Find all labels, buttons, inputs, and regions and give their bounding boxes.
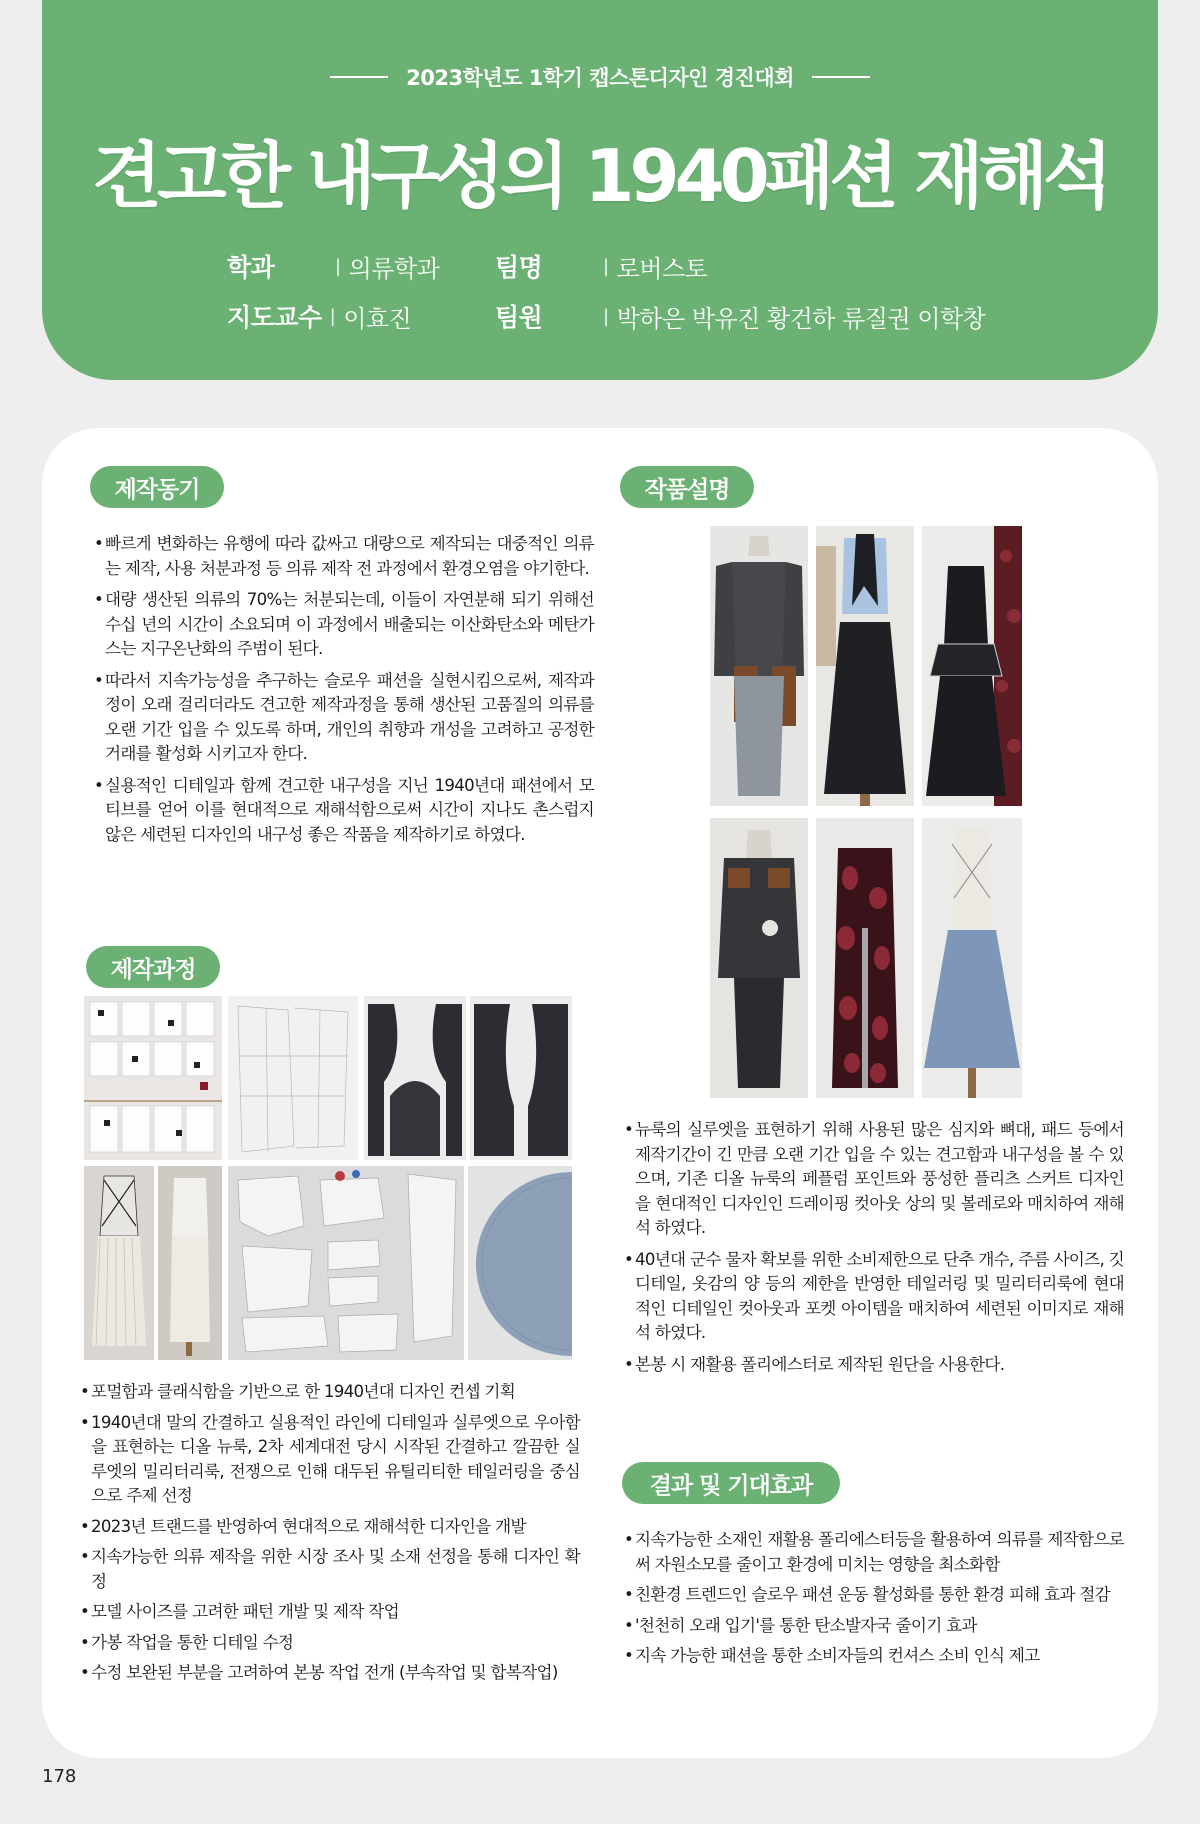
list-item: • 본봉 시 재활용 폴리에스터로 제작된 원단을 사용한다. <box>624 1353 1124 1378</box>
muslin-fitting-photo <box>84 1166 154 1360</box>
subtitle-rule-right <box>812 76 870 78</box>
list-item: • 지속가능한 의류 제작을 위한 시장 조사 및 소재 선정을 통해 디자인 확정 <box>80 1545 580 1594</box>
dept-label: 학과 <box>227 253 275 282</box>
prof-label: 지도교수 <box>227 303 322 332</box>
team-label: 팀명 <box>495 253 543 282</box>
subtitle-row <box>42 62 1158 92</box>
design-sketches-photo <box>84 996 222 1160</box>
section-title-motivation: 제작동기 <box>90 466 224 508</box>
list-item: • 친환경 트렌드인 슬로우 패션 운동 활성화를 통한 환경 피해 효과 절감 <box>624 1583 1124 1608</box>
content-card <box>42 428 1158 1758</box>
list-item: • 1940년대 말의 간결하고 실용적인 라인에 디테일과 실루엣으로 우아함을 표현하는 디올 뉴룩, 2차 세계대전 당시 시작된 간결하고 깔끔한 실루엣의 밀리터리룩, 전쟁으로 인해 대두된 유틸리티한 테일러링을 중심으로 주제 선정 <box>80 1411 580 1509</box>
members-value: 박하은 박유진 황건하 류질권 이학창 <box>616 304 986 333</box>
event-subtitle: 2023학년도 1학기 캡스톤디자인 경진대회 <box>406 66 794 90</box>
list-item: • 40년대 군수 물자 확보를 위한 소비제한으로 단추 개수, 주름 사이즈, 깃 디테일, 옷감의 양 등의 제한을 반영한 테일러링 및 밀리터리룩에 현대적인 디테일인 컷아웃과 포켓 아이템을 매치하여 세련된 이미지로 재해석 하였다. <box>624 1248 1124 1346</box>
list-item: • 실용적인 디테일과 함께 견고한 내구성을 지닌 1940년대 패션에서 모티브를 얻어 이를 현대적으로 재해석함으로써 시간이 지나도 촌스럽지 않은 세련된 디자인의 내구성 좋은 작품을 제작하기로 하였다. <box>94 774 594 848</box>
list-item: • 대량 생산된 의류의 70%는 처분되는데, 이들이 자연분해 되기 위해선 수십 년의 시간이 소요되며 이 과정에서 배출되는 이산화탄소와 메탄가스는 지구온난화의 주범이 된다. <box>94 588 594 662</box>
garment-photo-cape-top <box>816 526 914 806</box>
header-banner <box>42 0 1158 380</box>
members-info: 팀원 | 박하은 박유진 황건하 류질권 이학창 <box>495 298 985 334</box>
garment-photo-peplum-dress <box>922 526 1022 806</box>
muslin-dress-photo <box>158 1166 222 1360</box>
dept-value: 의류학과 <box>348 254 440 283</box>
list-item: • 모델 사이즈를 고려한 패턴 개발 및 제작 작업 <box>80 1600 580 1625</box>
list-item: • 가봉 작업을 통한 디테일 수정 <box>80 1631 580 1656</box>
paper-patterns-photo <box>228 1166 464 1360</box>
results-list <box>624 1528 1124 1675</box>
list-item: • 수정 보완된 부분을 고려하여 본봉 작업 전개 (부속작업 및 합복작업) <box>80 1661 580 1686</box>
motivation-list <box>94 532 594 854</box>
pattern-draft-photo <box>228 996 358 1160</box>
team-info: 팀명 | 로버스토 <box>495 248 707 284</box>
list-item: • 지속 가능한 패션을 통한 소비자들의 컨셔스 소비 인식 제고 <box>624 1644 1124 1669</box>
garment-photo-military-jacket <box>710 818 808 1098</box>
page-title: 견고한 내구성의 1940패션 재해석 <box>92 134 1108 218</box>
list-item: • 지속가능한 소재인 재활용 폴리에스터등을 활용하여 의류를 제작함으로써 자원소모를 줄이고 환경에 미치는 영향을 최소화함 <box>624 1528 1124 1577</box>
section-title-results: 결과 및 기대효과 <box>622 1462 840 1504</box>
description-list <box>624 1118 1124 1384</box>
garment-photo-paisley-coat <box>816 818 914 1098</box>
team-value: 로버스토 <box>616 254 708 283</box>
members-label: 팀원 <box>495 303 543 332</box>
garment-photo-gray-jacket <box>710 526 808 806</box>
section-title-description: 작품설명 <box>620 466 754 508</box>
pattern-black-fabric-photo <box>364 996 466 1160</box>
list-item: • '천천히 오래 입기'를 통한 탄소발자국 줄이기 효과 <box>624 1614 1124 1639</box>
subtitle-rule-left <box>330 76 388 78</box>
prof-value: 이효진 <box>343 304 412 333</box>
list-item: • 포멀함과 클래식함을 기반으로 한 1940년대 디자인 컨셉 기획 <box>80 1380 580 1405</box>
skirt-pattern-photo <box>468 1166 572 1360</box>
section-title-process: 제작과정 <box>86 946 220 988</box>
prof-info: 지도교수 | 이효진 <box>227 298 411 334</box>
garment-photo-blue-skirt <box>922 818 1022 1098</box>
list-item: • 뉴룩의 실루엣을 표현하기 위해 사용된 많은 심지와 뼈대, 패드 등에서 제작기간이 긴 만큼 오랜 기간 입을 수 있는 견고함과 내구성을 볼 수 있으며, 기존 디올 뉴룩의 페플럼 포인트와 풍성한 플리츠 스커트 디자인을 현대적인 디자인인 드레이핑 컷아웃 상의 및 볼레로와 매치하여 재해석 하였다. <box>624 1118 1124 1241</box>
process-list <box>80 1380 580 1692</box>
page-number: 178 <box>42 1766 77 1787</box>
list-item: • 따라서 지속가능성을 추구하는 슬로우 패션을 실현시킴으로써, 제작과정이 오래 걸리더라도 견고한 제작과정을 통해 생산된 고품질의 의류를 오랜 기간 입을 수 있도록 하며, 개인의 취향과 개성을 고려하고 공정한 거래를 활성화 시키고자 한다. <box>94 669 594 767</box>
dept-info: 학과 | 의류학과 <box>227 248 439 284</box>
list-item: • 2023년 트랜드를 반영하여 현대적으로 재해석한 디자인을 개발 <box>80 1515 580 1540</box>
pattern-black-fabric-photo-2 <box>470 996 572 1160</box>
list-item: • 빠르게 변화하는 유행에 따라 값싸고 대량으로 제작되는 대중적인 의류는 제작, 사용 처분과정 등 의류 제작 전 과정에서 환경오염을 야기한다. <box>94 532 594 581</box>
